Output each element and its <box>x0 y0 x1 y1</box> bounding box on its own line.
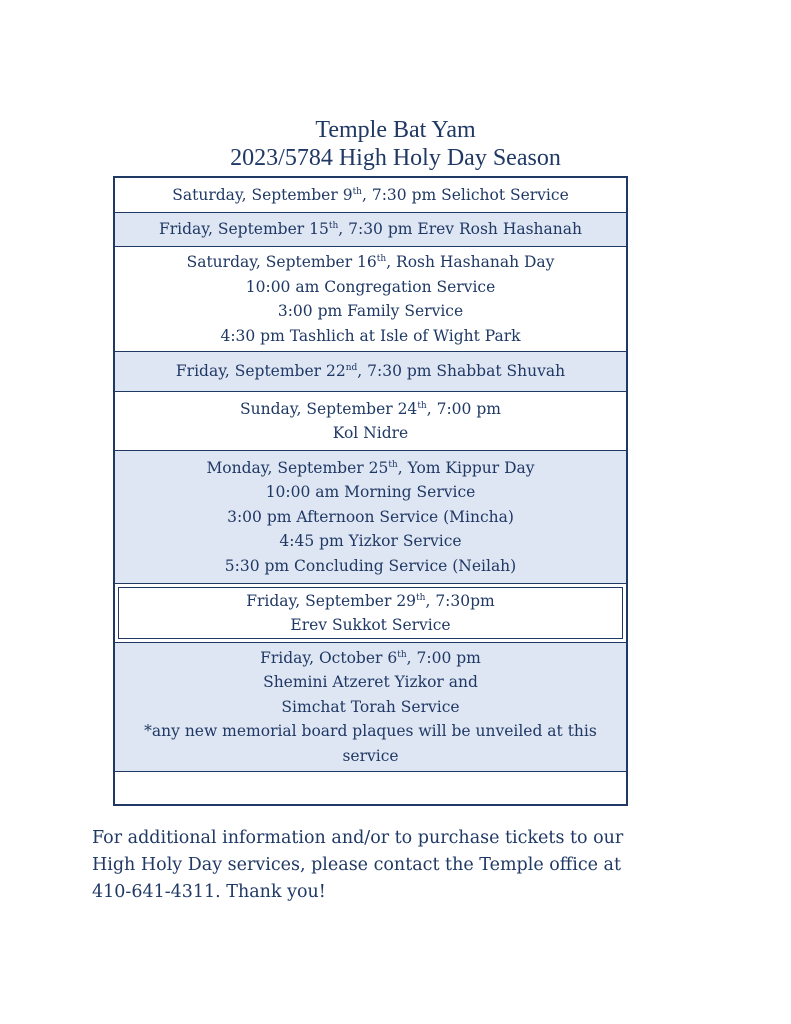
event-row <box>115 772 626 806</box>
event-text: , 7:30 pm Shabbat Shuvah <box>357 362 566 381</box>
event-row <box>115 643 626 772</box>
event-text: , 7:30 pm Selichot Service <box>361 185 569 204</box>
event-line <box>115 695 626 720</box>
event-row <box>115 352 626 392</box>
contact-note <box>92 825 732 906</box>
contact-line: High Holy Day services, please contact the Temple office at <box>92 855 622 875</box>
ordinal-suffix: th <box>388 459 398 470</box>
event-line <box>115 217 626 242</box>
event-line <box>115 250 626 275</box>
ordinal-suffix: th <box>352 186 362 197</box>
event-row <box>115 247 626 352</box>
event-line <box>115 613 626 638</box>
event-text: 3:00 pm Family Service <box>277 302 464 320</box>
ordinal-suffix: th <box>376 254 387 264</box>
ordinal-suffix: th <box>417 400 427 411</box>
event-text: Monday, September 25 <box>206 458 389 477</box>
contact-line: 410-641-4311. Thank you! <box>92 882 326 902</box>
ordinal-suffix: th <box>397 649 407 660</box>
event-text: 5:30 pm Concluding Service (Neilah) <box>224 556 517 575</box>
event-line <box>115 529 626 554</box>
event-line <box>115 421 626 446</box>
event-text: Friday, September 22 <box>175 362 346 381</box>
ordinal-suffix: nd <box>345 363 358 374</box>
event-line <box>115 554 626 579</box>
event-text: , 7:00 pm <box>426 399 501 418</box>
event-text: 3:00 pm Afternoon Service (Mincha) <box>227 507 514 526</box>
event-line <box>115 183 626 208</box>
event-text: 4:45 pm Yizkor Service <box>279 532 462 551</box>
event-text: , Yom Kippur Day <box>397 458 535 477</box>
event-text: Erev Sukkot Service <box>290 616 451 634</box>
event-text: Sunday, September 24 <box>240 399 418 418</box>
ordinal-suffix: th <box>328 221 339 232</box>
event-line <box>115 359 626 384</box>
event-text: , Rosh Hashanah Day <box>386 253 555 271</box>
event-row <box>115 451 626 584</box>
event-text: Shemini Atzeret Yizkor and <box>263 673 478 692</box>
event-line <box>115 397 626 422</box>
event-text: *any new memorial board plaques will be unveiled at this <box>144 722 597 741</box>
event-line <box>115 456 626 481</box>
event-text: Friday, September 15 <box>159 220 329 239</box>
event-text: Friday, September 29 <box>246 591 417 610</box>
event-row <box>115 178 626 213</box>
page-header <box>0 116 791 172</box>
event-line <box>115 646 626 671</box>
event-line <box>115 505 626 530</box>
event-text: 10:00 am Morning Service <box>265 483 476 502</box>
contact-line: For additional information and/or to purchase tickets to our <box>92 828 624 848</box>
event-line <box>115 480 626 505</box>
event-line <box>115 670 626 695</box>
event-text: 10:00 am Congregation Service <box>245 277 496 296</box>
event-text: service <box>342 746 399 765</box>
event-text: Saturday, September 9 <box>172 185 353 204</box>
event-text: , 7:00 pm <box>406 648 481 667</box>
event-text: 4:30 pm Tashlich at Isle of Wight Park <box>220 326 521 345</box>
event-line <box>115 719 626 744</box>
temple-name: Temple Bat Yam <box>315 117 476 143</box>
event-text: Simchat Torah Service <box>281 697 460 716</box>
event-line <box>115 299 626 324</box>
event-row <box>115 584 626 643</box>
event-row <box>115 392 626 451</box>
event-line <box>115 275 626 300</box>
event-line <box>115 589 626 614</box>
event-row <box>115 213 626 247</box>
event-text: Kol Nidre <box>332 424 409 442</box>
event-line <box>115 324 626 349</box>
event-text: Saturday, September 16 <box>186 253 377 271</box>
event-line <box>115 744 626 769</box>
event-text: Friday, October 6 <box>260 648 398 667</box>
schedule-table <box>113 176 628 806</box>
event-text: , 7:30 pm Erev Rosh Hashanah <box>338 220 582 239</box>
season-title: 2023/5784 High Holy Day Season <box>230 145 561 171</box>
event-text: , 7:30pm <box>425 591 495 610</box>
ordinal-suffix: th <box>416 592 426 603</box>
